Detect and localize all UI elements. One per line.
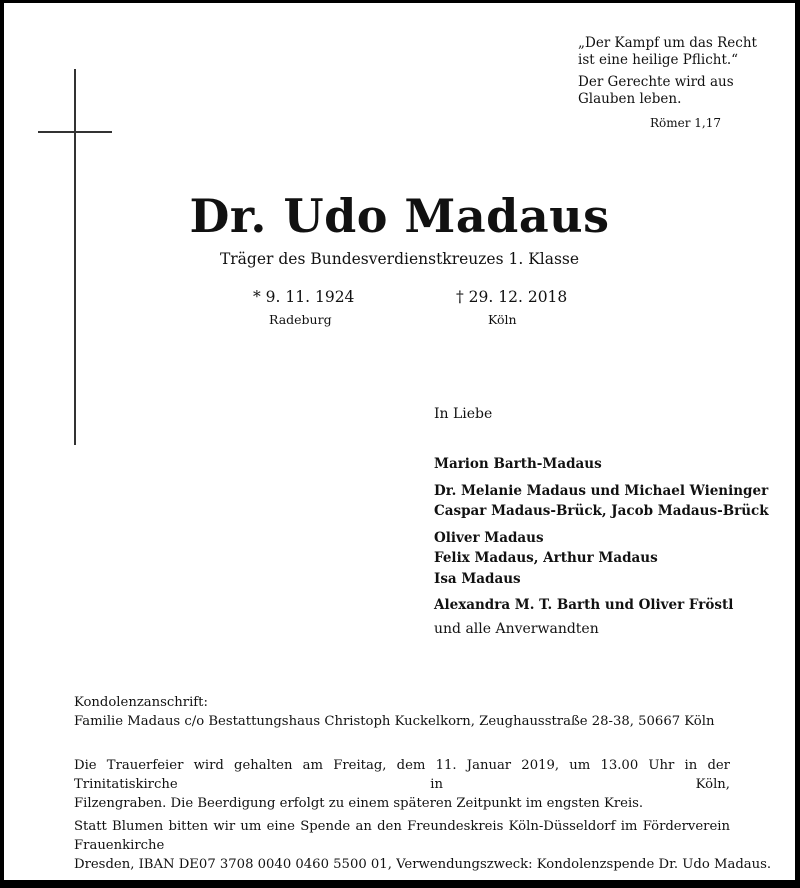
quote-line: „Der Kampf um das Recht [578, 35, 757, 51]
condolence-label: Kondolenzanschrift: [74, 695, 208, 710]
funeral-notice [74, 756, 730, 813]
mourners-intro: In Liebe [434, 406, 493, 422]
death-date: † 29. 12. 2018 [456, 288, 568, 306]
bible-quote [578, 35, 757, 108]
condolence-notice [74, 693, 730, 731]
condolence-address: Familie Madaus c/o Bestattungshaus Christoph Kuckelkorn, Zeughausstraße 28-38, 50667 Köln [74, 714, 715, 729]
obituary-page [4, 3, 795, 880]
quote-line: ist eine heilige Pflicht.“ [578, 52, 739, 68]
quote-line: Der Gerechte wird aus [578, 74, 734, 90]
birth-place: Radeburg [269, 312, 332, 327]
donation-notice [74, 817, 772, 874]
relatives-line: und alle Anverwandten [434, 621, 599, 637]
mourner-group [434, 528, 769, 590]
mourner-group [434, 481, 769, 522]
funeral-text-line: Filzengraben. Die Beerdigung erfolgt zu einem späteren Zeitpunkt im engsten Kreis. [74, 796, 644, 811]
mourner-name: Dr. Melanie Madaus und Michael Wieninger [434, 482, 769, 499]
mourner-name: Marion Barth-Madaus [434, 456, 602, 472]
mourner-name: Felix Madaus, Arthur Madaus [434, 550, 658, 566]
death-place: Köln [488, 312, 517, 327]
mourner-name: Alexandra M. T. Barth und Oliver Fröstl [434, 597, 734, 613]
mourner-group [434, 595, 769, 616]
mourners-list [434, 454, 769, 622]
deceased-honor: Träger des Bundesverdienstkreuzes 1. Klasse [219, 250, 580, 268]
mourner-name: Caspar Madaus-Brück, Jacob Madaus-Brück [434, 503, 769, 519]
donation-text-line: Statt Blumen bitten wir um eine Spende an den Freundeskreis Köln-Düsseldorf im Förderverein Frauenkirche [74, 819, 730, 853]
mourner-name: Isa Madaus [434, 570, 521, 587]
quote-line: Glauben leben. [578, 91, 682, 107]
mourner-group [434, 454, 769, 475]
mourner-name: Oliver Madaus [434, 529, 544, 546]
funeral-text-line: Die Trauerfeier wird gehalten am Freitag, dem 11. Januar 2019, um 13.00 Uhr in der Trinitatiskirche in Köln, [74, 758, 730, 792]
deceased-name: Dr. Udo Madaus [189, 189, 610, 243]
donation-text-line: Dresden, IBAN DE07 3708 0040 0460 5500 01, Verwendungszweck: Kondolenzspende Dr. Udo Madaus. [74, 857, 772, 872]
cross-icon-bar [38, 131, 112, 133]
quote-reference: Römer 1,17 [650, 116, 722, 130]
birth-date: * 9. 11. 1924 [253, 288, 355, 306]
